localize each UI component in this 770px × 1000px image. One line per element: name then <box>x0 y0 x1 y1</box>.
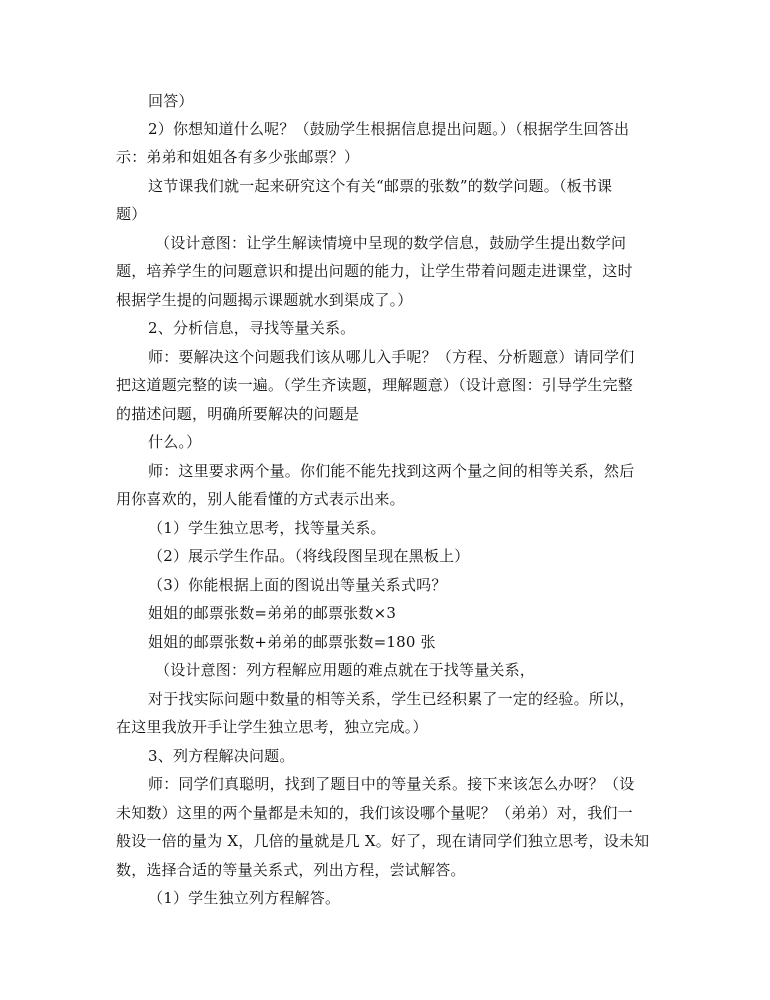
text-line: （设计意图：让学生解读情境中呈现的数学信息，鼓励学生提出数学问 <box>155 234 627 252</box>
text-line: 题） <box>116 205 147 223</box>
text-line: （2）展示学生作品。（将线段图呈现在黑板上） <box>148 547 470 565</box>
text-line: 这节课我们就一起来研究这个有关“邮票的张数”的数学问题。（板书课 <box>148 177 613 195</box>
text-line: 对于找实际问题中数量的相等关系，学生已经积累了一定的经验。所以， <box>148 690 635 708</box>
text-line: 的描述问题，明确所要解决的问题是 <box>116 405 360 423</box>
text-line: 师：要解决这个问题我们该从哪儿入手呢？（方程、分析题意）请同学们 <box>148 348 635 366</box>
text-line: （3）你能根据上面的图说出等量关系式吗？ <box>148 576 447 594</box>
text-line: 什么。） <box>148 433 202 451</box>
text-line: （1）学生独立列方程解答。 <box>148 889 341 907</box>
text-line: 般设一倍的量为 X，几倍的量就是几 X。好了，现在请同学们独立思考，设未知 <box>116 832 650 850</box>
text-line: 师：这里要求两个量。你们能不能先找到这两个量之间的相等关系，然后 <box>148 462 635 480</box>
text-line: 2、分析信息，寻找等量关系。 <box>148 319 356 337</box>
text-line: 题，培养学生的问题意识和提出问题的能力，让学生带着问题走进课堂，这时 <box>116 262 633 280</box>
text-line: （1）学生独立思考，找等量关系。 <box>148 519 386 537</box>
text-line: 用你喜欢的，别人能看懂的方式表示出来。 <box>116 490 405 508</box>
text-line: 未知数）这里的两个量都是未知的，我们该设哪个量呢？（弟弟）对，我们一 <box>116 804 633 822</box>
text-line: 姐姐的邮票张数+弟弟的邮票张数=180 张 <box>148 633 436 651</box>
text-line: 在这里我放开手让学生独立思考，独立完成。） <box>116 718 428 736</box>
text-line: 把这道题完整的读一遍。（学生齐读题，理解题意）（设计意图：引导学生完整 <box>116 376 634 394</box>
text-line: 根据学生提的问题揭示课题就水到渠成了。） <box>116 291 413 309</box>
text-line: 示：弟弟和姐姐各有多少张邮票？） <box>116 148 360 166</box>
text-line: （设计意图：列方程解应用题的难点就在于找等量关系， <box>155 661 536 679</box>
text-line: 3、列方程解决问题。 <box>148 747 295 765</box>
text-line: 师：同学们真聪明，找到了题目中的等量关系。接下来该怎么办呀？（设 <box>148 775 635 793</box>
text-line: 回答） <box>148 92 194 110</box>
text-line: 2）你想知道什么呢？（鼓励学生根据信息提出问题。）（根据学生回答出 <box>148 120 630 138</box>
text-line: 姐姐的邮票张数=弟弟的邮票张数×3 <box>148 604 397 622</box>
text-line: 数，选择合适的等量关系式，列出方程，尝试解答。 <box>116 861 466 879</box>
